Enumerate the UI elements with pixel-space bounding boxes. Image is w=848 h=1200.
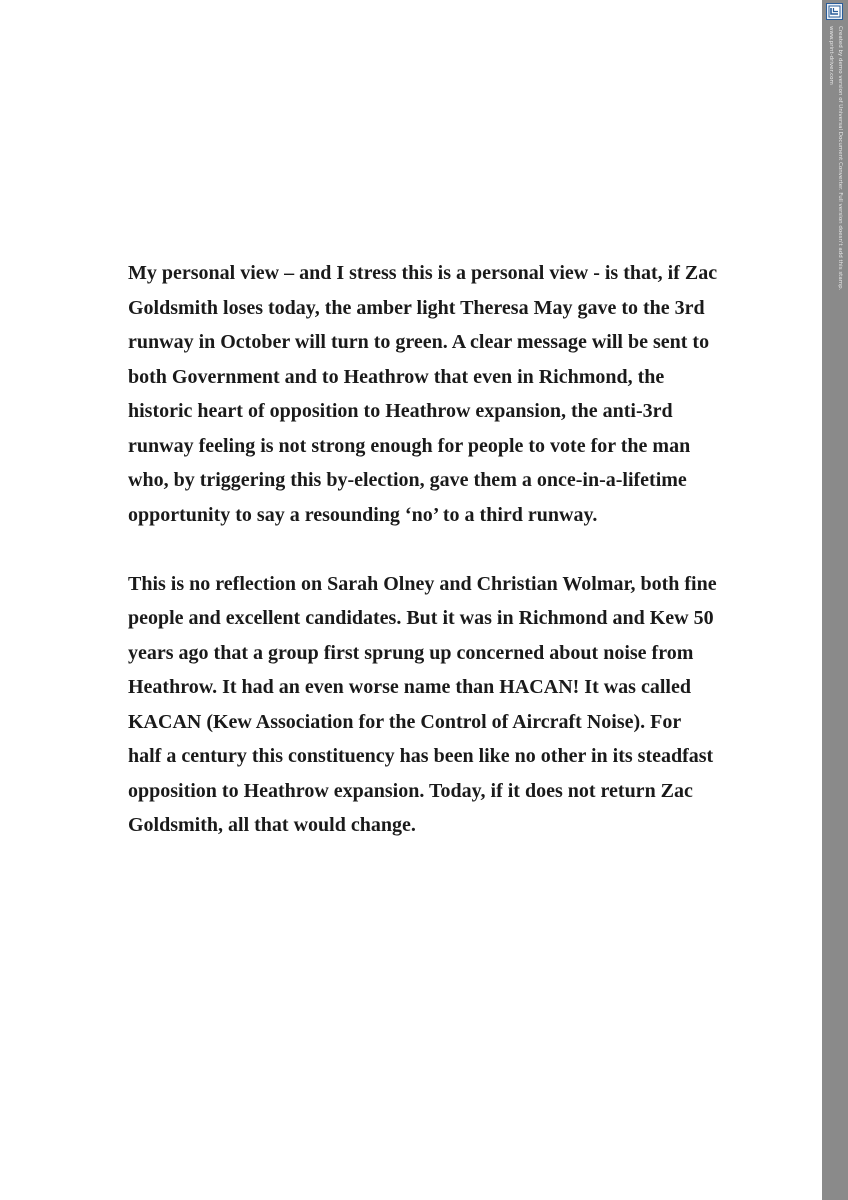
paragraph-line: half a century this constituency has been like no other in its steadfast xyxy=(128,745,714,767)
watermark-url: www.print-driver.com xyxy=(828,26,834,85)
paragraph-line: runway feeling is not strong enough for people to vote for the man xyxy=(128,434,691,457)
paragraph-line: historic heart of opposition to Heathrow expansion, the anti-3rd xyxy=(128,400,673,422)
paragraph-line: My personal view – and I stress this is a personal view - is that, if Zac xyxy=(128,262,718,284)
paragraph-line: years ago that a group first sprung up concerned about noise from xyxy=(128,641,694,664)
document-body xyxy=(128,256,728,843)
paragraph-line: Goldsmith, all that would change. xyxy=(128,814,416,836)
paragraph-spacer xyxy=(128,532,728,567)
watermark-text: Created by demo version of Universal Document Converter. Full version doesn't add this stamp. xyxy=(837,26,843,291)
paragraph-line: This is no reflection on Sarah Olney and Christian Wolmar, both fine xyxy=(128,572,717,595)
paragraph-line: Goldsmith loses today, the amber light Theresa May gave to the 3rd xyxy=(128,296,705,319)
paragraph-line: opportunity to say a resounding ‘no’ to a third runway. xyxy=(128,503,598,526)
paragraph-line: runway in October will turn to green. A clear message will be sent to xyxy=(128,331,710,353)
paragraph-line: who, by triggering this by-election, gave them a once-in-a-lifetime xyxy=(128,469,687,491)
paragraph-line: KACAN (Kew Association for the Control of Aircraft Noise). For xyxy=(128,710,682,733)
watermark-stamp xyxy=(826,26,844,586)
paragraph-line: both Government and to Heathrow that even in Richmond, the xyxy=(128,365,665,388)
paragraph-line: Heathrow. It had an even worse name than HACAN! It was called xyxy=(128,676,691,698)
paragraph-line: people and excellent candidates. But it was in Richmond and Kew 50 xyxy=(128,607,714,629)
paragraph-line: opposition to Heathrow expansion. Today, if it does not return Zac xyxy=(128,779,693,802)
paragraph-1 xyxy=(128,256,728,532)
paragraph-2 xyxy=(128,567,728,843)
udc-logo-icon xyxy=(826,3,843,20)
